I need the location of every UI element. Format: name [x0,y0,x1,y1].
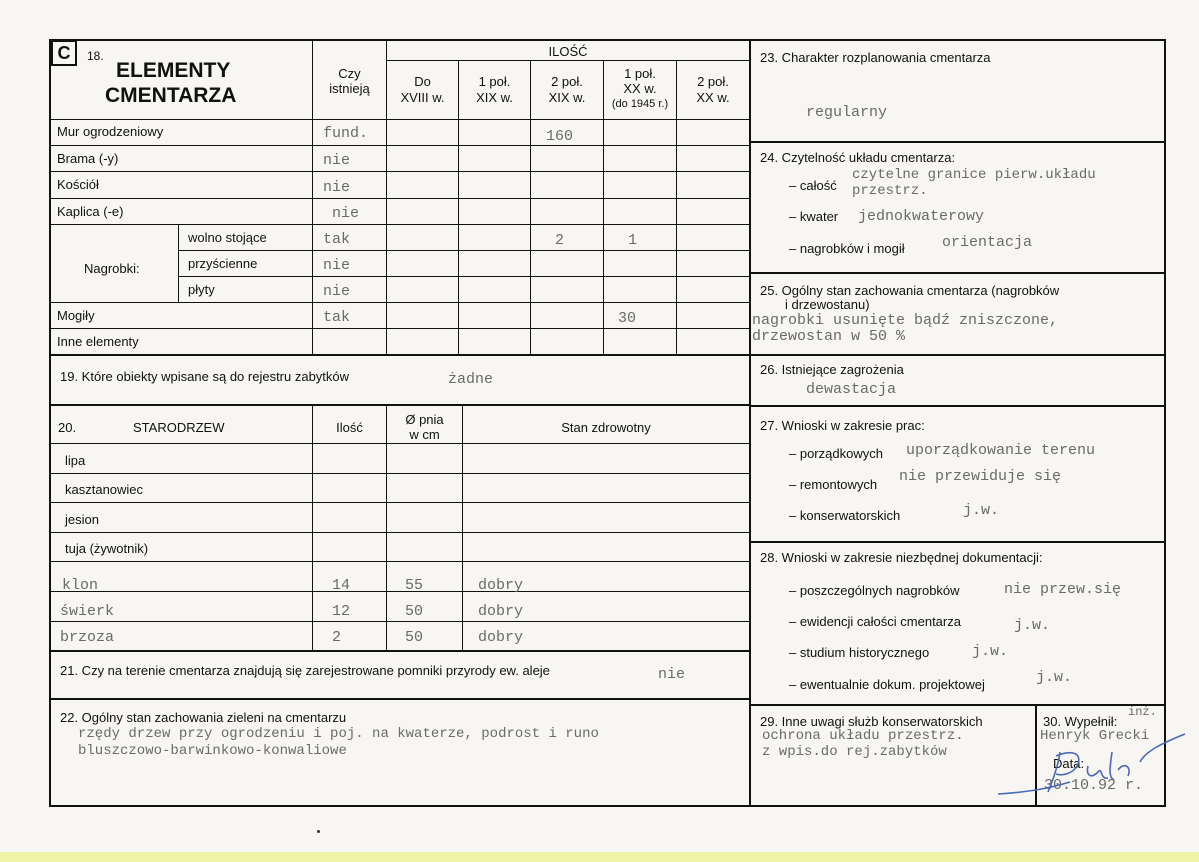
row-label: wolno stojące [188,230,267,245]
q27-item-answer: j.w. [963,502,1000,519]
q21-answer: nie [658,666,686,683]
row-label: Mogiły [57,308,95,323]
col-exists-l2: istnieją [329,81,370,96]
tree-label: jesion [65,512,99,527]
q27-item-label: – remontowych [789,477,878,492]
qty-value: 2 [555,232,565,249]
q28-item-label: – ewidencji całości cmentarza [789,614,961,629]
q28-item-label: – poszczególnych nagrobków [789,583,960,598]
q23-answer: regularny [806,104,888,121]
q20-col-health: Stan zdrowotny [561,420,651,435]
q22-answer-line2: bluszczowo-barwinkowo-konwaliowe [78,743,347,759]
q24-kwater-label: – kwater [789,209,839,224]
q20-col-diam-l2: w cm [409,427,440,442]
q19-answer: żadne [448,371,494,388]
q29-label: 29. Inne uwagi służb konserwatorskich [760,714,983,729]
tree-typed-qty: 12 [332,603,351,620]
q26-label: 26. Istniejące zagrożenia [760,362,904,377]
tree-typed-name: brzoza [60,629,115,646]
tree-typed-qty: 14 [332,577,351,594]
period-5-l1: 2 poł. [697,74,729,89]
period-3-l1: 2 poł. [551,74,583,89]
qty-value: 160 [546,128,574,145]
exists-value: tak [323,309,351,326]
q20-col-qty: Ilość [336,420,363,435]
qty-value: 30 [618,310,637,327]
section-title-line1: ELEMENTY [116,59,231,82]
q30-prefix: inż. [1128,705,1157,719]
tree-typed-qty: 2 [332,629,342,646]
q26-answer: dewastacja [806,381,897,398]
q24-nagrobkow-label: – nagrobków i mogił [789,241,905,256]
tree-typed-name: klon [62,577,99,594]
q30-date-label: Data: [1053,756,1085,771]
speck [317,830,320,833]
frame-left-top [49,39,751,41]
q25-answer-l2: drzewostan w 50 % [752,328,906,345]
signature [990,722,1190,802]
q23-label: 23. Charakter rozplanowania cmentarza [760,50,991,65]
col-exists-l1: Czy [338,66,361,81]
tree-label: kasztanowiec [65,482,144,497]
section-letter: C [51,40,77,66]
q27-label: 27. Wnioski w zakresie prac: [760,418,925,433]
q24-calosc-label: – całość [789,178,837,193]
q24-label: 24. Czytelność układu cmentarza: [760,150,956,165]
period-1-l1: Do [414,74,431,89]
tree-label: tuja (żywotnik) [65,541,149,556]
tree-typed-health: dobry [478,629,524,646]
period-3-l2: XIX w. [548,90,586,105]
period-4-l2: XX w. [623,81,657,96]
q27-item-answer: nie przewiduje się [899,468,1062,485]
row-label: Mur ogrodzeniowy [57,124,164,139]
section-number: 18. [87,49,104,63]
tree-typed-name: świerk [60,603,115,620]
exists-value: nie [323,283,351,300]
row-label: Brama (-y) [57,151,119,166]
q28-item-label: – ewentualnie dokum. projektowej [789,677,985,692]
q20-col-diam-l1: Ø pnia [405,412,444,427]
tree-typed-health: dobry [478,603,524,620]
col-ilosc: ILOŚĆ [548,44,588,59]
q24-kwater-answer: jednokwaterowy [858,208,985,225]
q25-answer-l1: nagrobki usunięte bądź zniszczone, [752,312,1059,329]
tree-typed-diam: 50 [405,603,424,620]
page-edge [0,852,1199,862]
q27-item-label: – konserwatorskich [789,508,901,523]
q21-label: 21. Czy na terenie cmentarza znajdują się zarejestrowane pomniki przyrody ew. aleje [60,663,550,678]
q29-answer-l2: z wpis.do rej.zabytków [762,744,947,760]
q24-calosc-l1: czytelne granice pierw.układu [852,167,1096,183]
exists-value: nie [323,152,351,169]
row-label: przyścienne [188,256,258,271]
q22-answer-line1: rzędy drzew przy ogrodzeniu i poj. na kwaterze, podrost i runo [78,726,599,742]
q30-name: Henryk Grecki [1040,728,1150,744]
q22-label: 22. Ogólny stan zachowania zieleni na cmentarzu [60,710,347,725]
row-label: Kościół [57,177,99,192]
period-2-l1: 1 poł. [478,74,511,89]
period-4-l1: 1 poł. [624,66,656,81]
period-5-l2: XX w. [696,90,730,105]
frame-middle [749,39,751,807]
exists-value: fund. [323,125,369,142]
q25-label-l1: 25. Ogólny stan zachowania cmentarza (nagrobków [760,283,1060,298]
q29-answer-l1: ochrona układu przestrz. [762,728,964,744]
tree-label: lipa [65,453,86,468]
section-title-line2: CMENTARZA [105,84,237,107]
q30-label: 30. Wypełnił: [1043,714,1118,729]
frame-right-top [751,39,1166,41]
q28-item-label: – studium historycznego [789,645,930,660]
q25-label-l2: i drzewostanu) [785,297,870,312]
q27-item-answer: uporządkowanie terenu [906,442,1096,459]
q27-item-label: – porządkowych [789,446,883,461]
period-2-l2: XIX w. [476,90,513,105]
q28-item-answer: j.w. [1014,617,1051,634]
q20-title: STARODRZEW [133,420,225,435]
q24-nagrobkow-answer: orientacja [942,234,1033,251]
nagrobki-label: Nagrobki: [84,261,140,276]
tree-typed-diam: 55 [405,577,424,594]
period-1-l2: XVIII w. [400,90,445,105]
q28-item-answer: j.w. [1036,669,1073,686]
tree-typed-health: dobry [478,577,524,594]
period-4-l3: (do 1945 r.) [611,98,669,110]
q19-label: 19. Które obiekty wpisane są do rejestru zabytków [60,369,350,384]
q28-item-answer: nie przew.się [1004,581,1122,598]
exists-value: nie [323,257,351,274]
q28-item-answer: j.w. [972,643,1009,660]
q20-number: 20. [58,420,77,435]
exists-value: tak [323,231,351,248]
exists-value: nie [332,205,360,222]
row-label: płyty [188,282,215,297]
row-label: Inne elementy [57,334,139,349]
q30-date: 30.10.92 r. [1044,777,1144,794]
q28-label: 28. Wnioski w zakresie niezbędnej dokumentacji: [760,550,1043,565]
q24-calosc-l2: przestrz. [852,183,928,199]
row-label: Kaplica (-e) [57,204,124,219]
tree-typed-diam: 50 [405,629,424,646]
exists-value: nie [323,179,351,196]
frame-bottom [49,805,1166,807]
frame-right [1164,39,1166,807]
qty-value: 1 [628,232,638,249]
frame-left [49,39,51,807]
